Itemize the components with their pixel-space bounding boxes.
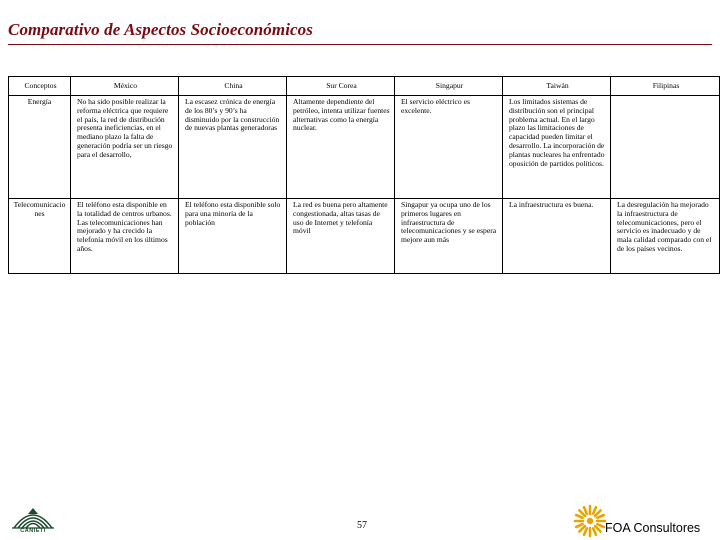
table-row-telecomunicaciones [9, 199, 720, 274]
header-conceptos: Conceptos [9, 77, 71, 96]
table-cell-singapur: El servicio eléctrico es excelente. [395, 96, 503, 199]
brand-name: FOA Consultores [605, 521, 701, 535]
page-number: 57 [357, 520, 367, 531]
comparison-table [8, 76, 720, 274]
foa-sunburst-logo-icon [572, 503, 608, 539]
table-cell-mexico: El teléfono esta disponible en la totalidad de centros urbanos. Las telecomunicaciones han mejorado y ha crecido la telefonía móvil en los últimos años. [71, 199, 179, 274]
table-row-energia [9, 96, 720, 199]
table-cell-sur-corea: La red es buena pero altamente congestionada, altas tasas de uso de Internet y telefonía móvil [287, 199, 395, 274]
header-mexico: México [71, 77, 179, 96]
table-cell-sur-corea: Altamente dependiente del petróleo, intenta utilizar fuentes alternativas como la energía nuclear. [287, 96, 395, 199]
table-cell-taiwan: Los limitados sistemas de distribución son el principal problema actual. En el largo plazo las limitaciones de capacidad pueden limitar el desarrollo. La incorporación de plantas nucleares ha enfrentado oposición de partidos políticos. [503, 96, 611, 199]
header-singapur: Singapur [395, 77, 503, 96]
title-underline [8, 44, 712, 45]
slide-title: Comparativo de Aspectos Socioeconómicos [8, 20, 313, 39]
table-cell-mexico: No ha sido posible realizar la reforma eléctrica que requiere el país, la red de distribución presenta ineficiencias, en el mediano plazo la falta de generación podría ser un riesgo para el desarrollo, [71, 96, 179, 199]
header-china: China [179, 77, 287, 96]
table-cell-filipinas [611, 96, 720, 199]
header-taiwan: Taiwán [503, 77, 611, 96]
table-cell-china: La escasez crónica de energía de los 80’s y 90’s ha disminuido por la construcción de nuevas plantas generadoras [179, 96, 287, 199]
table-cell-china: El teléfono esta disponible solo para una minoría de la población [179, 199, 287, 274]
concept-cell: Telecomunicaciones [9, 199, 71, 274]
header-filipinas: Filipinas [611, 77, 720, 96]
table-cell-filipinas: La desregulación ha mejorado la infraestructura de telecomunicaciones, pero el servicio es inadecuado y de mala calidad comparado con el de los países vecinos. [611, 199, 720, 274]
canieti-logo-text: CANIETI [20, 528, 46, 534]
table-header-row [9, 77, 720, 96]
table-cell-taiwan: La infraestructura es buena. [503, 199, 611, 274]
table-cell-singapur: Singapur ya ocupa uno de los primeros lugares en infraestructura de telecomunicaciones y se espera mejore aun más [395, 199, 503, 274]
header-sur-corea: Sur Corea [287, 77, 395, 96]
concept-cell: Energía [9, 96, 71, 199]
